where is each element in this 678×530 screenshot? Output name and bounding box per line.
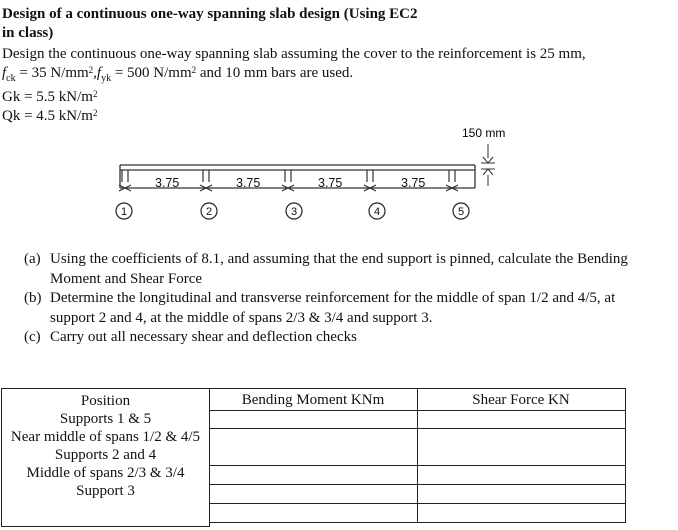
question-b [24, 289, 644, 328]
moment-cell[interactable] [209, 504, 418, 523]
question-text: Carry out all necessary shear and deflection checks [50, 329, 357, 345]
row-label: Middle of spans 2/3 & 3/4 [26, 465, 185, 481]
shear-cell[interactable] [417, 504, 626, 523]
span-length-1: 3.75 [155, 176, 180, 190]
dead-load: Gk = 5.5 $kN/m^2$ [2, 89, 98, 105]
moment-column-header: Bending Moment KNm [209, 388, 418, 411]
question-label: (a) [24, 251, 41, 267]
shear-cell[interactable] [417, 429, 626, 466]
support-number-2: 2 [205, 206, 213, 218]
shear-cell[interactable] [417, 466, 626, 485]
row-label: Near middle of spans 1/2 & 4/5 [10, 429, 201, 445]
question-a [24, 250, 644, 289]
row-label: Supports 2 and 4 [54, 447, 157, 463]
support-number-5: 5 [457, 206, 465, 218]
intro-line-1: Design the continuous one-way spanning slab assuming the cover to the reinforcement is 25 mm, [2, 46, 586, 62]
row-label: Supports 1 & 5 [59, 411, 152, 427]
span-length-4: 3.75 [401, 176, 426, 190]
column-header: Position [80, 393, 131, 409]
imposed-load: Qk = 4.5 $kN/m^2$ [2, 108, 98, 124]
question-text: Determine the longitudinal and transverse reinforcement for the middle of span 1/2 and 4/5, at support 2 and 4, at the middle of spans 2/3 & 3/4 and support 3. [50, 290, 616, 326]
support-number-3: 3 [290, 206, 298, 218]
document-title [2, 5, 482, 43]
shear-cell[interactable] [417, 410, 626, 429]
table-row [2, 389, 211, 527]
shear-column-header: Shear Force KN [417, 388, 626, 411]
slab-thickness-label: 150 mm [462, 126, 506, 140]
moment-cell[interactable] [209, 485, 418, 504]
moment-cell[interactable] [209, 466, 418, 485]
question-label: (b) [24, 290, 42, 306]
question-list [24, 250, 644, 348]
slab-diagram [0, 120, 678, 230]
position-column [2, 389, 210, 527]
shear-cell[interactable] [417, 485, 626, 504]
title-line-1: Design of a continuous one-way spanning slab design (Using EC2 [2, 6, 418, 22]
support-number-1: 1 [120, 206, 128, 218]
question-c [24, 328, 644, 348]
row-label: Support 3 [76, 483, 135, 499]
question-text: Using the coefficients of 8.1, and assuming that the end support is pinned, calculate the Bending Moment and Shear Force [50, 251, 628, 287]
support-number-4: 4 [373, 206, 381, 218]
moment-cell[interactable] [209, 429, 418, 466]
results-table [1, 388, 210, 527]
problem-statement [2, 45, 672, 126]
material-properties: $f_{ck} = 35$ $N/mm^2,f_{yk} = 500$ $N/mm^2$ and 10 mm bars are used. [2, 65, 354, 84]
moment-cell[interactable] [209, 410, 418, 429]
thickness-dimension [481, 144, 495, 186]
title-line-2: in class) [2, 25, 54, 41]
span-length-2: 3.75 [236, 176, 261, 190]
question-label: (c) [24, 329, 41, 345]
span-length-3: 3.75 [318, 176, 343, 190]
